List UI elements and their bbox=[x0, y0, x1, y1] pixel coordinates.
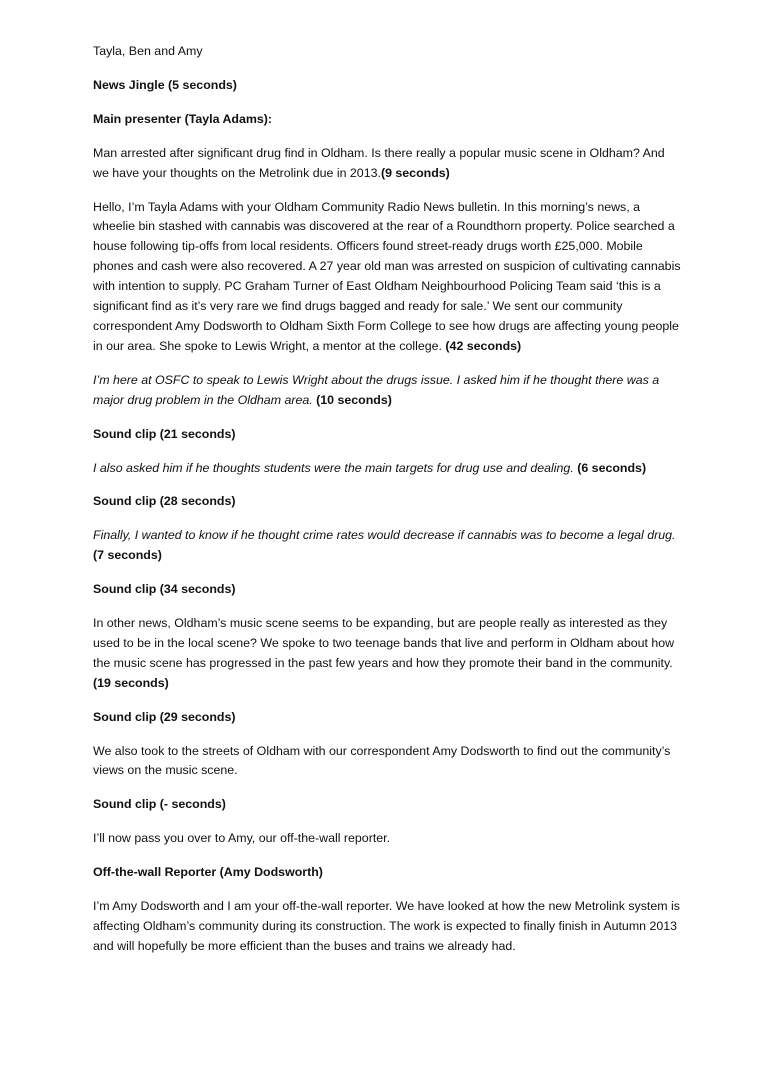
section-heading: Off-the-wall Reporter (Amy Dodsworth) bbox=[93, 865, 323, 880]
section-heading: Sound clip (29 seconds) bbox=[93, 709, 236, 724]
document-header: Tayla, Ben and Amy bbox=[93, 44, 203, 58]
duration-label: (9 seconds) bbox=[380, 165, 450, 180]
reporter-line bbox=[93, 371, 683, 411]
section-heading: Sound clip (28 seconds) bbox=[93, 494, 236, 509]
section-heading: Main presenter (Tayla Adams): bbox=[93, 111, 273, 126]
section-heading: Sound clip (21 seconds) bbox=[93, 426, 236, 441]
reporter-line bbox=[93, 526, 683, 566]
paragraph bbox=[93, 742, 683, 782]
section-heading: News Jingle (5 seconds) bbox=[93, 77, 237, 92]
duration-label: (42 seconds) bbox=[445, 338, 522, 353]
paragraph-text: In other news, Oldham’s music scene seems to be expanding, but are people really as interested as they used to be in the local scene? We spoke to two teenage bands that live and perform in Oldham about how the music scene has progressed in the past few years and how they promote their band in the community. bbox=[93, 616, 675, 670]
paragraph bbox=[93, 897, 683, 957]
paragraph-text: Hello, I’m Tayla Adams with your Oldham Community Radio News bulletin. In this morning’s news, a wheelie bin stashed with cannabis was discovered at the rear of a Roundthorn property. Police searched a house following tip-offs from local residents. Officers found street-ready drugs worth £25,000. Mobile phones and cash were also recovered. A 27 year old man was arrested on suspicion of cultivating cannabis with intention to supply. PC Graham Turner of East Oldham Neighbourhood Policing Team said ‘this is a significant find as it’s very rare we find drugs bagged and ready for sale.’ We sent our community correspondent Amy Dodsworth to Oldham Sixth Form College to see how drugs are affecting young people in our area. She spoke to Lewis Wright, a mentor at the college. bbox=[93, 199, 681, 353]
section-heading: Sound clip (- seconds) bbox=[93, 797, 226, 812]
duration-label: (7 seconds) bbox=[93, 548, 162, 563]
paragraph-text: I’m Amy Dodsworth and I am your off-the-wall reporter. We have looked at how the new Metrolink system is affecting Oldham’s community during its construction. The work is expected to finally finish in Autumn 2013 and will hopefully be more efficient than the buses and trains we already had. bbox=[93, 899, 680, 953]
duration-label: (10 seconds) bbox=[316, 392, 392, 407]
section-heading: Sound clip (34 seconds) bbox=[93, 582, 236, 597]
duration-label: (6 seconds) bbox=[577, 460, 647, 475]
document-page bbox=[93, 42, 683, 971]
paragraph bbox=[93, 829, 683, 849]
paragraph bbox=[93, 614, 683, 694]
document-body bbox=[93, 76, 683, 957]
paragraph-text: Man arrested after significant drug find in Oldham. Is there really a popular music scene in Oldham? And we have your thoughts on the Metrolink due in 2013. bbox=[93, 145, 665, 180]
paragraph-text: I’m here at OSFC to speak to Lewis Wright about the drugs issue. I asked him if he thought there was a major drug problem in the Oldham area. bbox=[93, 372, 660, 407]
paragraph bbox=[93, 144, 683, 184]
paragraph bbox=[93, 198, 683, 357]
paragraph-text: We also took to the streets of Oldham with our correspondent Amy Dodsworth to find out the community’s views on the music scene. bbox=[93, 743, 671, 778]
paragraph-text: Finally, I wanted to know if he thought crime rates would decrease if cannabis was to become a legal drug. bbox=[93, 528, 676, 543]
duration-label: (19 seconds) bbox=[93, 675, 169, 690]
paragraph-text: I’ll now pass you over to Amy, our off-the-wall reporter. bbox=[93, 831, 391, 846]
paragraph-text: I also asked him if he thoughts students were the main targets for drug use and dealing. bbox=[93, 460, 578, 475]
reporter-line bbox=[93, 459, 683, 479]
